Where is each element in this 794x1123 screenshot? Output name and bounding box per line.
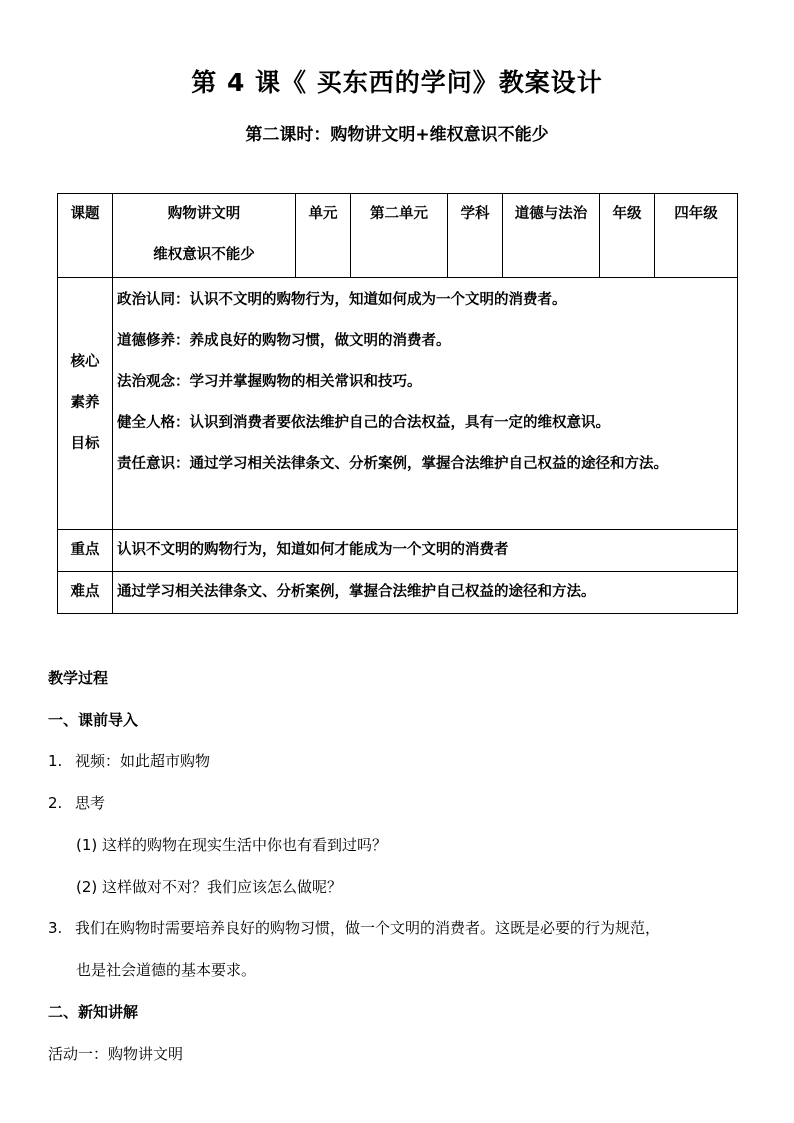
key-point-label: 重点 — [58, 530, 113, 572]
list-item — [48, 750, 210, 771]
list-text-continuation: 也是社会道德的基本要求。 — [76, 961, 257, 979]
core-goals-label — [58, 278, 113, 530]
key-point-value: 认识不文明的购物行为，知道如何才能成为一个文明的消费者 — [113, 530, 738, 572]
section-heading-intro: 一、课前导入 — [48, 711, 139, 729]
list-number: 1. — [48, 752, 63, 770]
table-row-difficulty — [58, 572, 738, 614]
list-text: 视频：如此超市购物 — [75, 752, 211, 770]
subject-label: 学科 — [448, 194, 503, 278]
table-row-key-point — [58, 530, 738, 572]
activity-heading: 活动一：购物讲文明 — [48, 1045, 184, 1063]
lesson-plan-table — [57, 193, 738, 614]
core-goal-item: 责任意识：通过学习相关法律条文、分析案例，掌握合法维护自己权益的途径和方法。 — [117, 456, 668, 472]
topic-line-1: 购物讲文明 — [167, 206, 241, 222]
list-item — [48, 917, 768, 938]
unit-label: 单元 — [296, 194, 351, 278]
table-row-core-goals — [58, 278, 738, 530]
core-goal-item: 健全人格：认识到消费者要依法维护自己的合法权益，具有一定的维权意识。 — [117, 415, 610, 431]
core-label-line-3: 目标 — [70, 436, 100, 452]
difficulty-value: 通过学习相关法律条文、分析案例，掌握合法维护自己权益的途径和方法。 — [113, 572, 738, 614]
section-heading-new-knowledge: 二、新知讲解 — [48, 1003, 139, 1021]
core-goal-item: 道德修养：养成良好的购物习惯，做文明的消费者。 — [117, 333, 451, 349]
table-row-header — [58, 194, 738, 278]
teaching-process-heading: 教学过程 — [48, 669, 109, 687]
grade-value: 四年级 — [655, 194, 738, 278]
core-label-line-2: 素养 — [70, 395, 100, 411]
document-subtitle: 第二课时：购物讲文明+维权意识不能少 — [245, 125, 549, 145]
list-item — [48, 792, 105, 813]
document-title: 第 4 课《 买东西的学问》教案设计 — [191, 68, 603, 97]
list-text: 我们在购物时需要培养良好的购物习惯，做一个文明的消费者。这既是必要的行为规范， — [75, 919, 661, 937]
question-item: (1) 这样的购物在现实生活中你也有看到过吗？ — [76, 836, 388, 854]
topic-line-2: 维权意识不能少 — [153, 247, 255, 263]
difficulty-label: 难点 — [58, 572, 113, 614]
list-number: 3. — [48, 919, 63, 937]
list-text: 思考 — [75, 794, 106, 812]
topic-label: 课题 — [58, 194, 113, 278]
list-number: 2. — [48, 794, 63, 812]
unit-value: 第二单元 — [351, 194, 448, 278]
subject-value: 道德与法治 — [503, 194, 600, 278]
topic-value — [113, 194, 296, 278]
core-label-line-1: 核心 — [70, 354, 100, 370]
question-item: (2) 这样做对不对？我们应该怎么做呢？ — [76, 878, 343, 896]
core-goals-content — [113, 278, 738, 530]
core-goal-item: 政治认同：认识不文明的购物行为，知道如何成为一个文明的消费者。 — [117, 292, 567, 308]
grade-label: 年级 — [600, 194, 655, 278]
core-goal-item: 法治观念：学习并掌握购物的相关常识和技巧。 — [117, 374, 422, 390]
